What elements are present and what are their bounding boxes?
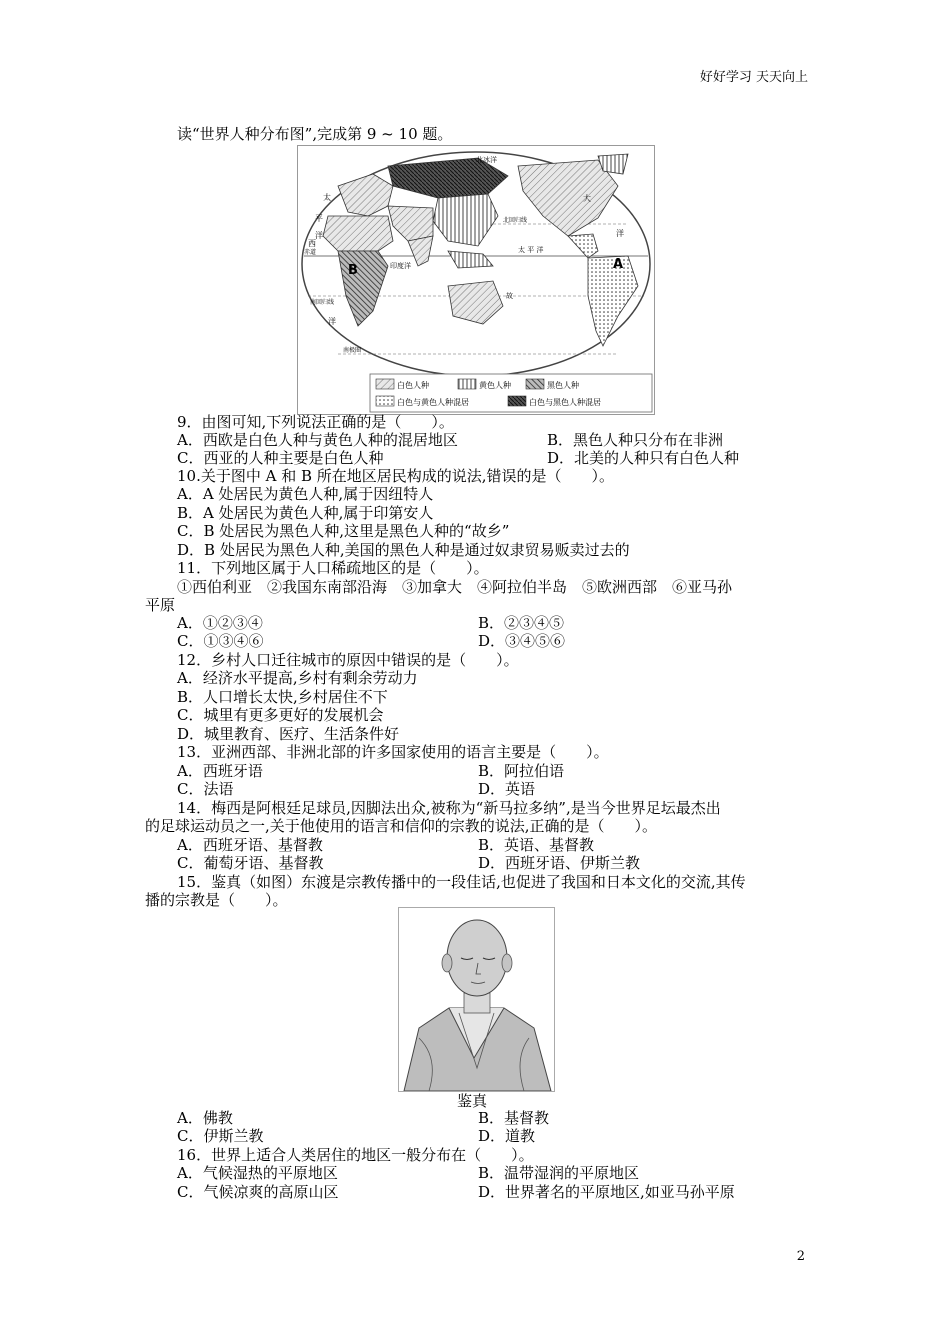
legend-white-black: 白色与黑色人种混居 (529, 398, 601, 407)
map-line-label: 赤道 (304, 249, 317, 256)
legend-yellow: 黄色人种 (479, 381, 511, 390)
q14-option-d: D．西班牙语、伊斯兰教 (478, 854, 641, 872)
map-ocean-label: 太 (323, 193, 331, 202)
q10-option-d: D．B 处居民为黑色人种,美国的黑色人种是通过奴隶贸易贩卖过去的 (177, 541, 630, 559)
map-ocean-label: 平 (315, 214, 323, 223)
question-intro: 读“世界人种分布图”,完成第 9 ~ 10 题。 (177, 125, 453, 143)
q15-stem: 15．鉴真（如图）东渡是宗教传播中的一段佳话,也促进了我国和日本文化的交流,其传 (177, 873, 746, 891)
jianzhen-portrait (398, 907, 555, 1092)
q12-stem: 12．乡村人口迁往城市的原因中错误的是（ ）。 (177, 651, 519, 669)
q10-option-a: A．A 处居民为黄色人种,属于因纽特人 (177, 485, 434, 503)
q14-stem-cont: 的足球运动员之一,关于他使用的语言和信仰的宗教的说法,正确的是（ ）。 (145, 817, 658, 835)
q11-option-c: C．①③④⑥ (177, 632, 264, 650)
map-ocean-label: 北冰洋 (476, 156, 497, 164)
q13-option-a: A．西班牙语 (177, 762, 263, 780)
q16-stem: 16．世界上适合人类居住的地区一般分布在（ ）。 (177, 1146, 534, 1164)
legend-white-yellow: 白色与黄色人种混居 (397, 398, 469, 407)
q12-option-b: B．人口增长太快,乡村居住不下 (177, 688, 388, 706)
map-ocean-label: 印度洋 (390, 262, 411, 270)
q15-stem-cont: 播的宗教是（ ）。 (145, 891, 288, 909)
q11-items-cont: 平原 (145, 596, 176, 614)
q11-option-d: D．③④⑤⑥ (478, 632, 566, 650)
q10-option-c: C．B 处居民为黑色人种,这里是黑色人种的“故乡” (177, 522, 510, 540)
q12-option-d: D．城里教育、医疗、生活条件好 (177, 725, 400, 743)
map-ocean-label: 太 平 洋 (518, 246, 544, 254)
q9-option-a: A．西欧是白色人种与黄色人种的混居地区 (177, 431, 458, 449)
q13-option-d: D．英语 (478, 780, 536, 798)
q14-stem: 14．梅西是阿根廷足球员,因脚法出众,被称为“新马拉多纳”,是当今世界足坛最杰出 (177, 799, 721, 817)
q11-option-a: A．①②③④ (177, 614, 263, 632)
map-line-label: 南回归线 (310, 299, 335, 306)
q14-option-c: C．葡萄牙语、基督教 (177, 854, 324, 872)
legend-white: 白色人种 (397, 381, 429, 390)
q13-option-b: B．阿拉伯语 (478, 762, 565, 780)
map-point-b: B (348, 263, 358, 278)
map-point-a: A (613, 257, 624, 272)
q13-stem: 13．亚洲西部、非洲北部的许多国家使用的语言主要是（ ）。 (177, 743, 609, 761)
q9-option-c: C．西亚的人种主要是白色人种 (177, 449, 384, 467)
map-ocean-label: 洋 (328, 317, 336, 326)
q14-option-a: A．西班牙语、基督教 (177, 836, 323, 854)
map-ocean-label: 西 (308, 239, 316, 248)
q16-option-b: B．温带湿润的平原地区 (478, 1164, 640, 1182)
page-header: 好好学习 天天向上 (699, 70, 808, 85)
page-number: 2 (796, 1249, 805, 1264)
map-ocean-label: 大 (583, 194, 591, 203)
q11-items: ①西伯利亚 ②我国东南部沿海 ③加拿大 ④阿拉伯半岛 ⑤欧洲西部 ⑥亚马孙 (177, 578, 733, 596)
q14-option-b: B．英语、基督教 (478, 836, 595, 854)
portrait-caption: 鉴真 (457, 1092, 488, 1110)
map-ocean-label: 洋 (315, 231, 323, 240)
map-line-label: 南极圈 (343, 347, 362, 354)
map-line-label: 北回归线 (503, 217, 528, 224)
q11-stem: 11．下列地区属于人口稀疏地区的是（ ）。 (177, 559, 489, 577)
q9-option-d: D．北美的人种只有白色人种 (547, 449, 740, 467)
q11-option-b: B．②③④⑤ (478, 614, 565, 632)
q9-stem: 9．由图可知,下列说法正确的是（ ）。 (177, 413, 454, 431)
q16-option-a: A．气候湿热的平原地区 (177, 1164, 338, 1182)
q12-option-a: A．经济水平提高,乡村有剩余劳动力 (177, 669, 418, 687)
map-ocean-label: 故 (506, 292, 513, 300)
q13-option-c: C．法语 (177, 780, 234, 798)
q9-option-b: B．黑色人种只分布在非洲 (547, 431, 724, 449)
q12-option-c: C．城里有更多更好的发展机会 (177, 706, 384, 724)
q16-option-c: C．气候凉爽的高原山区 (177, 1183, 339, 1201)
world-race-map (297, 145, 655, 415)
legend-black: 黑色人种 (547, 381, 579, 390)
q15-option-c: C．伊斯兰教 (177, 1127, 264, 1145)
map-ocean-label: 洋 (616, 229, 624, 238)
q15-option-b: B．基督教 (478, 1109, 550, 1127)
q16-option-d: D．世界著名的平原地区,如亚马孙平原 (478, 1183, 735, 1201)
q10-option-b: B．A 处居民为黄色人种,属于印第安人 (177, 504, 434, 522)
q10-stem: 10.关于图中 A 和 B 所在地区居民构成的说法,错误的是（ ）。 (177, 467, 615, 485)
q15-option-a: A．佛教 (177, 1109, 233, 1127)
q15-option-d: D．道教 (478, 1127, 536, 1145)
